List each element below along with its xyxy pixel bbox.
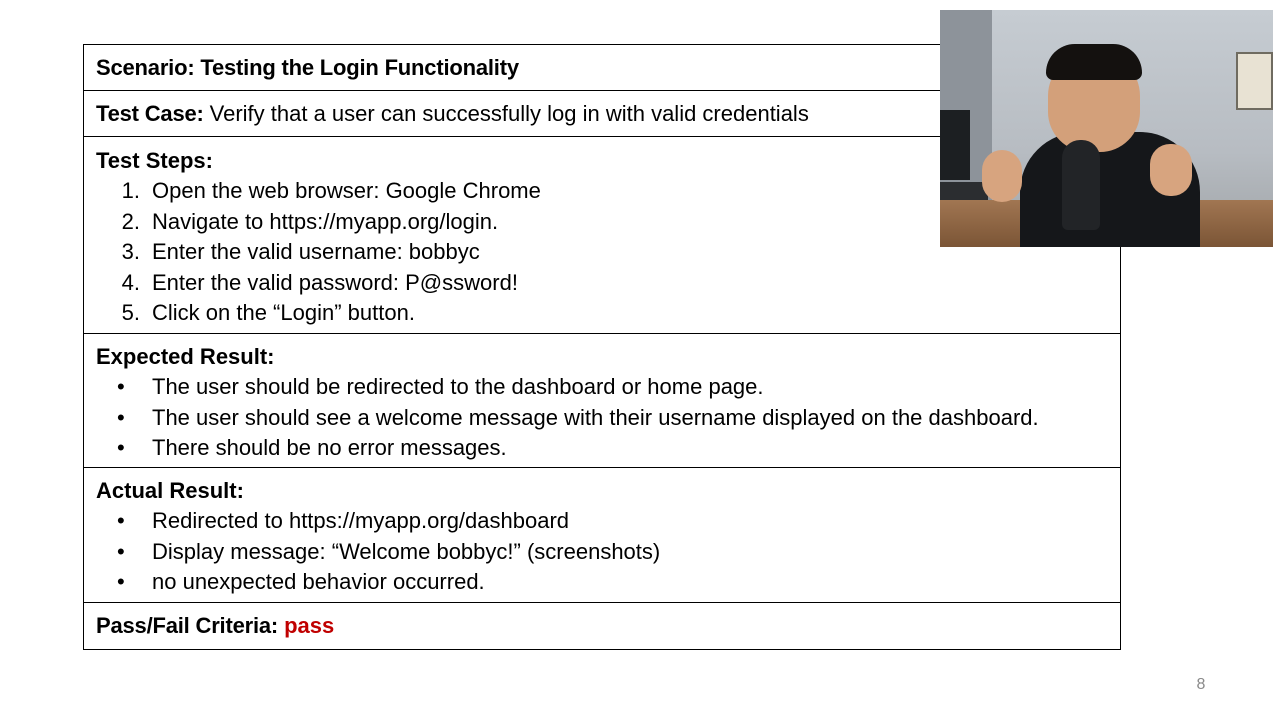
bullet-icon: • [117,435,125,460]
step-number: 5. [121,300,140,325]
step-text: Click on the “Login” button. [152,300,415,325]
webcam-monitor [940,110,970,180]
step-number: 3. [121,239,140,264]
list-item [96,298,1108,329]
actual-result-text: no unexpected behavior occurred. [152,569,485,594]
step-number: 1. [121,178,140,203]
actual-result-row [84,468,1120,603]
list-item [96,537,1108,568]
expected-result-text: There should be no error messages. [152,435,507,460]
step-number: 2. [121,208,140,234]
list-item [96,433,1108,464]
list-item [96,567,1108,598]
list-item [96,403,1108,434]
actual-result-list [96,506,1108,598]
pass-fail-row [84,603,1120,649]
test-case-label: Test Case: [96,100,204,126]
step-text: Enter the valid password: P@ssword! [152,269,518,295]
list-item [96,372,1108,403]
step-text: Enter the valid username: bobbyc [152,239,480,264]
bullet-icon: • [117,374,125,399]
actual-result-text: Display message: “Welcome bobbyc!” (screenshots) [152,538,661,564]
actual-result-text: Redirected to https://myapp.org/dashboard [152,508,570,533]
webcam-keyboard [940,182,988,202]
bullet-icon: • [117,538,125,564]
test-steps-heading: Test Steps: [96,148,213,173]
presenter-left-hand [982,150,1022,202]
expected-result-row [84,334,1120,468]
list-item [96,268,1108,299]
expected-result-text: The user should see a welcome message with their username displayed on the dashboard. [152,404,1039,430]
actual-result-heading: Actual Result: [96,478,244,503]
pass-fail-label: Pass/Fail Criteria: [96,613,279,638]
expected-result-text: The user should be redirected to the dashboard or home page. [152,374,764,399]
webcam-wall-painting [1236,52,1273,110]
page-number: 8 [1196,676,1206,693]
microphone [1062,140,1100,230]
presenter-hair [1046,44,1142,80]
pass-fail-value: pass [284,613,335,638]
presenter-webcam-video [940,10,1273,247]
expected-result-list [96,372,1108,464]
step-text: Navigate to https://myapp.org/login. [152,208,499,234]
test-case-text: Verify that a user can successfully log in with valid credentials [209,100,809,126]
expected-result-heading: Expected Result: [96,344,275,369]
scenario-label: Scenario: Testing the Login Functionality [96,54,519,80]
bullet-icon: • [117,508,125,533]
presenter-right-hand [1150,144,1192,196]
list-item [96,506,1108,537]
step-text: Open the web browser: Google Chrome [152,178,541,203]
step-number: 4. [121,269,140,295]
bullet-icon: • [117,404,125,430]
bullet-icon: • [117,569,125,594]
